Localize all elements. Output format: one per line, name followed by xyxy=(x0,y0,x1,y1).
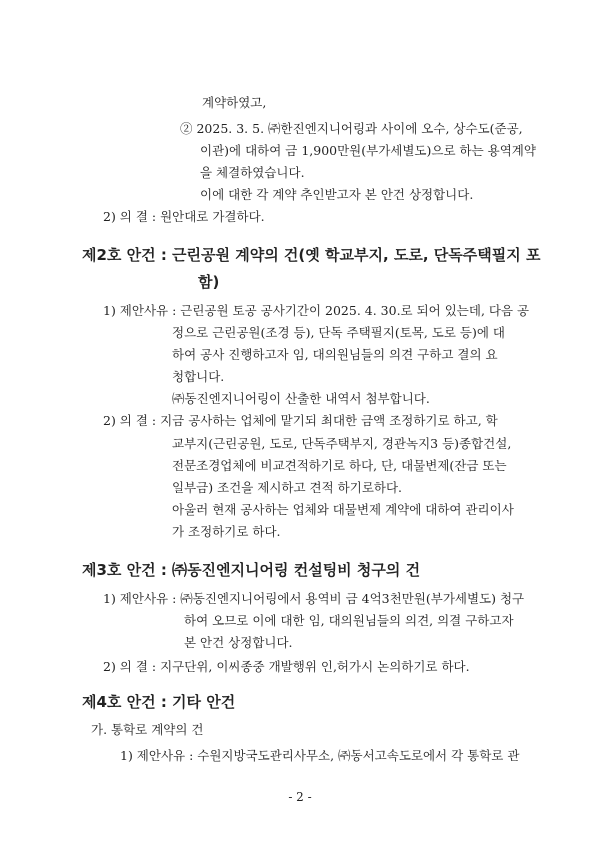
text-line: 아울러 현재 공사하는 업체와 대물변제 계약에 대하여 관리이사 xyxy=(172,502,514,517)
text-line: 가 조정하기로 하다. xyxy=(172,524,281,539)
agenda-heading-2-cont: 함) xyxy=(198,273,220,291)
text-line: 청합니다. xyxy=(172,369,225,384)
proposal-reason-line: 1) 제안사유 : 근린공원 토공 공사기간이 2025. 4. 30.로 되어 있는데, 다음 공 xyxy=(103,303,530,318)
proposal-reason-line: 1) 제안사유 : 수원지방국도관리사무소, ㈜동서고속도로에서 각 통학로 관 xyxy=(120,748,520,763)
sub-item-title: 가. 통학로 계약의 건 xyxy=(91,722,204,737)
text-line: 교부지(근린공원, 도로, 단독주택부지, 경관녹지3 등)종합건설, xyxy=(172,436,512,451)
page-number: - 2 - xyxy=(288,790,312,804)
resolution-line: 2) 의 결 : 원안대로 가결하다. xyxy=(103,209,265,224)
text-line: 정으로 근린공원(조경 등), 단독 주택필지(토목, 도로 등)에 대 xyxy=(172,325,505,340)
text-line: 본 안건 상정합니다. xyxy=(184,635,293,650)
text-line: 을 체결하였습니다. xyxy=(200,165,305,180)
text-line: ② 2025. 3. 5. ㈜한진엔지니어링과 사이에 오수, 상수도(준공, xyxy=(180,121,523,136)
resolution-line: 2) 의 결 : 지구단위, 이씨종중 개발행위 인,허가시 논의하기로 하다. xyxy=(103,659,470,674)
text-line: 이관)에 대하여 금 1,900만원(부가세별도)으로 하는 용역계약 xyxy=(200,143,536,158)
text-line: 하여 오므로 이에 대한 임, 대의원님들의 의견, 의결 구하고자 xyxy=(184,613,514,628)
agenda-heading-2: 제2호 안건 : 근린공원 계약의 건(옛 학교부지, 도로, 단독주택필지 포 xyxy=(82,246,541,264)
text-line: 계약하였고, xyxy=(202,95,267,110)
text-line: 전문조경업체에 비교견적하기로 하다, 단, 대물변제(잔금 또는 xyxy=(172,458,507,473)
proposal-reason-line: 1) 제안사유 : ㈜동진엔지니어링에서 용역비 금 4억3천만원(부가세별도) 청구 xyxy=(103,591,525,606)
agenda-heading-3: 제3호 안건 : ㈜동진엔지니어링 컨설팅비 청구의 건 xyxy=(82,561,421,579)
text-line: 하여 공사 진행하고자 임, 대의원님들의 의견 구하고 결의 요 xyxy=(172,347,498,362)
agenda-heading-4: 제4호 안건 : 기타 안건 xyxy=(82,693,236,711)
text-line: 일부금) 조건을 제시하고 견적 하기로하다. xyxy=(172,480,403,495)
text-line: ㈜동진엔지니어링이 산출한 내역서 첨부합니다. xyxy=(172,391,430,406)
text-line: 이에 대한 각 계약 추인받고자 본 안건 상정합니다. xyxy=(200,187,474,202)
resolution-line: 2) 의 결 : 지금 공사하는 업체에 맡기되 최대한 금액 조정하기로 하고, 학 xyxy=(103,413,498,428)
